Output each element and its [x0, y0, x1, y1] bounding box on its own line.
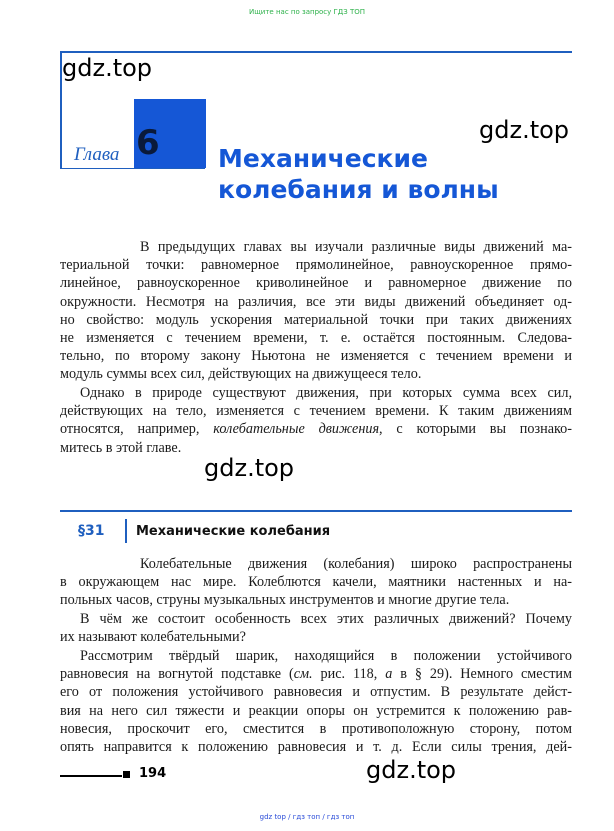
text-line: тельно, по второму закону Ньютона не изменяется с течением времени и: [60, 348, 572, 365]
text-line: новесия, проскочит его, сместится в противоположную сторону, потом: [60, 720, 572, 737]
body-paragraph-1: [60, 555, 572, 610]
text-line: модуль суммы всех сил, действующих на движущееся тело.: [60, 366, 422, 383]
text-line: В предыдущих главах вы изучали различные виды движений ма-: [140, 239, 572, 255]
text-line: но свойство: модуль ускорения материальной точки при таких движениях: [60, 311, 572, 328]
text-line: вия на него сил тяжести и реакции опоры он устремится к положению рав-: [60, 702, 572, 719]
chapter-title-line2: колебания и волны: [218, 175, 499, 204]
watermark: gdz.top: [204, 454, 295, 482]
section-marker-bar: [125, 519, 127, 543]
text-line: не изменяется с течением времени, т. е. остаётся постоянным. Следова-: [60, 330, 572, 347]
watermark: gdz.top: [366, 756, 457, 784]
text-line: действующих на тело, изменяется с течением времени. К таким движениям: [60, 403, 572, 420]
text-line: В чём же состоит особенность всех этих различных движений? Почему: [80, 611, 572, 627]
text-line: териальной точки: равномерное прямолинейное, равноускоренное прямо-: [60, 257, 572, 274]
term-emphasis: колебательные движения: [213, 421, 380, 438]
chapter-frame-bottom: [60, 168, 205, 169]
text-line: линейное, равноускоренное криволинейное и равномерное движение по: [60, 275, 572, 292]
text-line: Колебательные движения (колебания) широко распространены: [140, 556, 572, 572]
text-line: его от положения устойчивого равновесия и отпустим. В результате дейст-: [60, 684, 572, 701]
text-line: окружности. Несмотря на различия, все эти виды движений объединяет од-: [60, 293, 572, 310]
text-line: польных часов, струны музыкальных инструментов и многие другие тела.: [60, 592, 510, 609]
body-paragraph-2: [60, 610, 572, 646]
intro-paragraph-2: [60, 384, 572, 457]
text-line: опять направится к положению равновесия и т. д. Если силы трения, дей-: [60, 739, 572, 756]
section-divider: [60, 510, 572, 512]
footer-marker: [123, 771, 130, 778]
text-line: относятся, например, колебательные движения, с которыми вы познако-: [60, 421, 572, 438]
text-line: митесь в этой главе.: [60, 439, 182, 456]
page-number: 194: [139, 766, 167, 781]
chapter-frame-top: [60, 51, 572, 53]
text-line: их называют колебательными?: [60, 629, 246, 646]
search-hint-link[interactable]: Ищите нас по запросу ГДЗ ТОП: [248, 8, 366, 16]
footer-links[interactable]: gdz top / гдз топ / гдз топ: [259, 813, 355, 821]
text-line: Рассмотрим твёрдый шарик, находящийся в положении устойчивого: [80, 648, 572, 664]
section-title: Механические колебания: [136, 524, 331, 539]
footer-rule: [60, 775, 122, 777]
text-line: равновесия на вогнутой подставке (см. рис. 118, а в § 29). Немного сместим: [60, 666, 572, 683]
chapter-label: Глава: [74, 144, 120, 165]
text-line: Однако в природе существуют движения, при которых сумма всех сил,: [80, 385, 572, 401]
chapter-number: 6: [136, 123, 160, 163]
text-line: в окружающем нас мире. Колеблются качели, маятники настенных и на-: [60, 574, 572, 591]
intro-paragraph: [60, 238, 572, 384]
chapter-title: [218, 143, 499, 205]
body-paragraph-3: [60, 647, 572, 756]
chapter-title-line1: Механические: [218, 144, 428, 173]
section-number: §31: [78, 523, 105, 539]
watermark: gdz.top: [62, 54, 153, 82]
watermark: gdz.top: [479, 116, 570, 144]
